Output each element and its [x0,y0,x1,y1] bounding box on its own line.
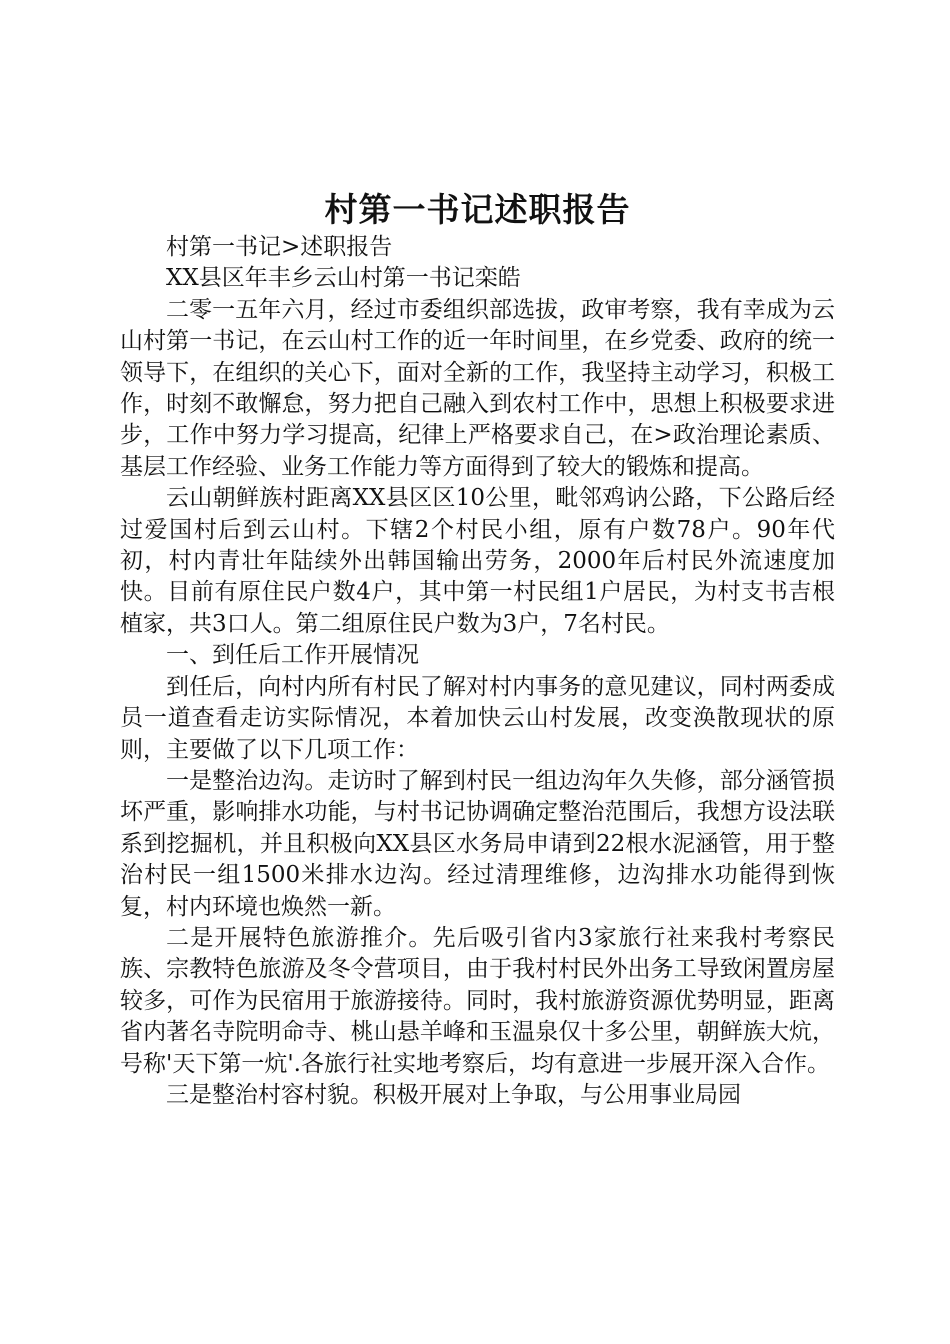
section-heading: 一、到任后工作开展情况 [166,642,419,669]
paragraph-work-summary: 到任后，向村内所有村民了解对村内事务的意见建议，同村两委成员一道查看走访实际情况，本着加快云山村发展，改变涣散现状的原则，主要做了以下几项工作： [120,673,835,763]
paragraph-item-3: 三是整治村容村貌。积极开展对上争取，与公用事业局园 [166,1081,741,1108]
document-page [120,0,835,1111]
paragraph-intro: 二零一五年六月，经过市委组织部选拔，政审考察，我有幸成为云山村第一书记，在云山村工作的近一年时间里，在乡党委、政府的统一领导下，在组织的关心下，面对全新的工作，我坚持主动学习，积极工作，时刻不敢懈怠，努力把自己融入到农村工作中，思想上积极要求进步，工作中努力学习提高，纪律上严格要求自己，在>政治理论素质、基层工作经验、业务工作能力等方面得到了较大的锻炼和提高。 [120,296,835,480]
document-title: 村第一书记述职报告 [324,190,631,229]
document-body [120,232,835,1111]
paragraph-author: XX县区年丰乡云山村第一书记栾皓 [166,265,521,292]
paragraph-item-1: 一是整治边沟。走访时了解到村民一组边沟年久失修，部分涵管损坏严重，影响排水功能，与村书记协调确定整治范围后，我想方设法联系到挖掘机，并且积极向XX县区水务局申请到22根水泥涵管，用于整治村民一组1500米排水边沟。经过清理维修，边沟排水功能得到恢复，村内环境也焕然一新。 [120,767,835,920]
paragraph-village-overview: 云山朝鲜族村距离XX县区区10公里，毗邻鸡讷公路，下公路后经过爱国村后到云山村。下辖2个村民小组，原有户数78户。90年代初，村内青壮年陆续外出韩国输出劳务，2000年后村民外流速度加快。目前有原住民户数4户，其中第一村民组1户居民，为村支书吉根植家，共3口人。第二组原住民户数为3户，7名村民。 [120,485,835,637]
paragraph-subtitle: 村第一书记>述职报告 [166,234,393,260]
paragraph-item-2: 二是开展特色旅游推介。先后吸引省内3家旅行社来我村考察民族、宗教特色旅游及冬令营项目，由于我村村民外出务工导致闲置房屋较多，可作为民宿用于旅游接待。同时，我村旅游资源优势明显，距离省内著名寺院明命寺、桃山悬羊峰和玉温泉仅十多公里，朝鲜族大炕，号称'天下第一炕'.各旅行社实地考察后，均有意进一步展开深入合作。 [120,924,835,1077]
